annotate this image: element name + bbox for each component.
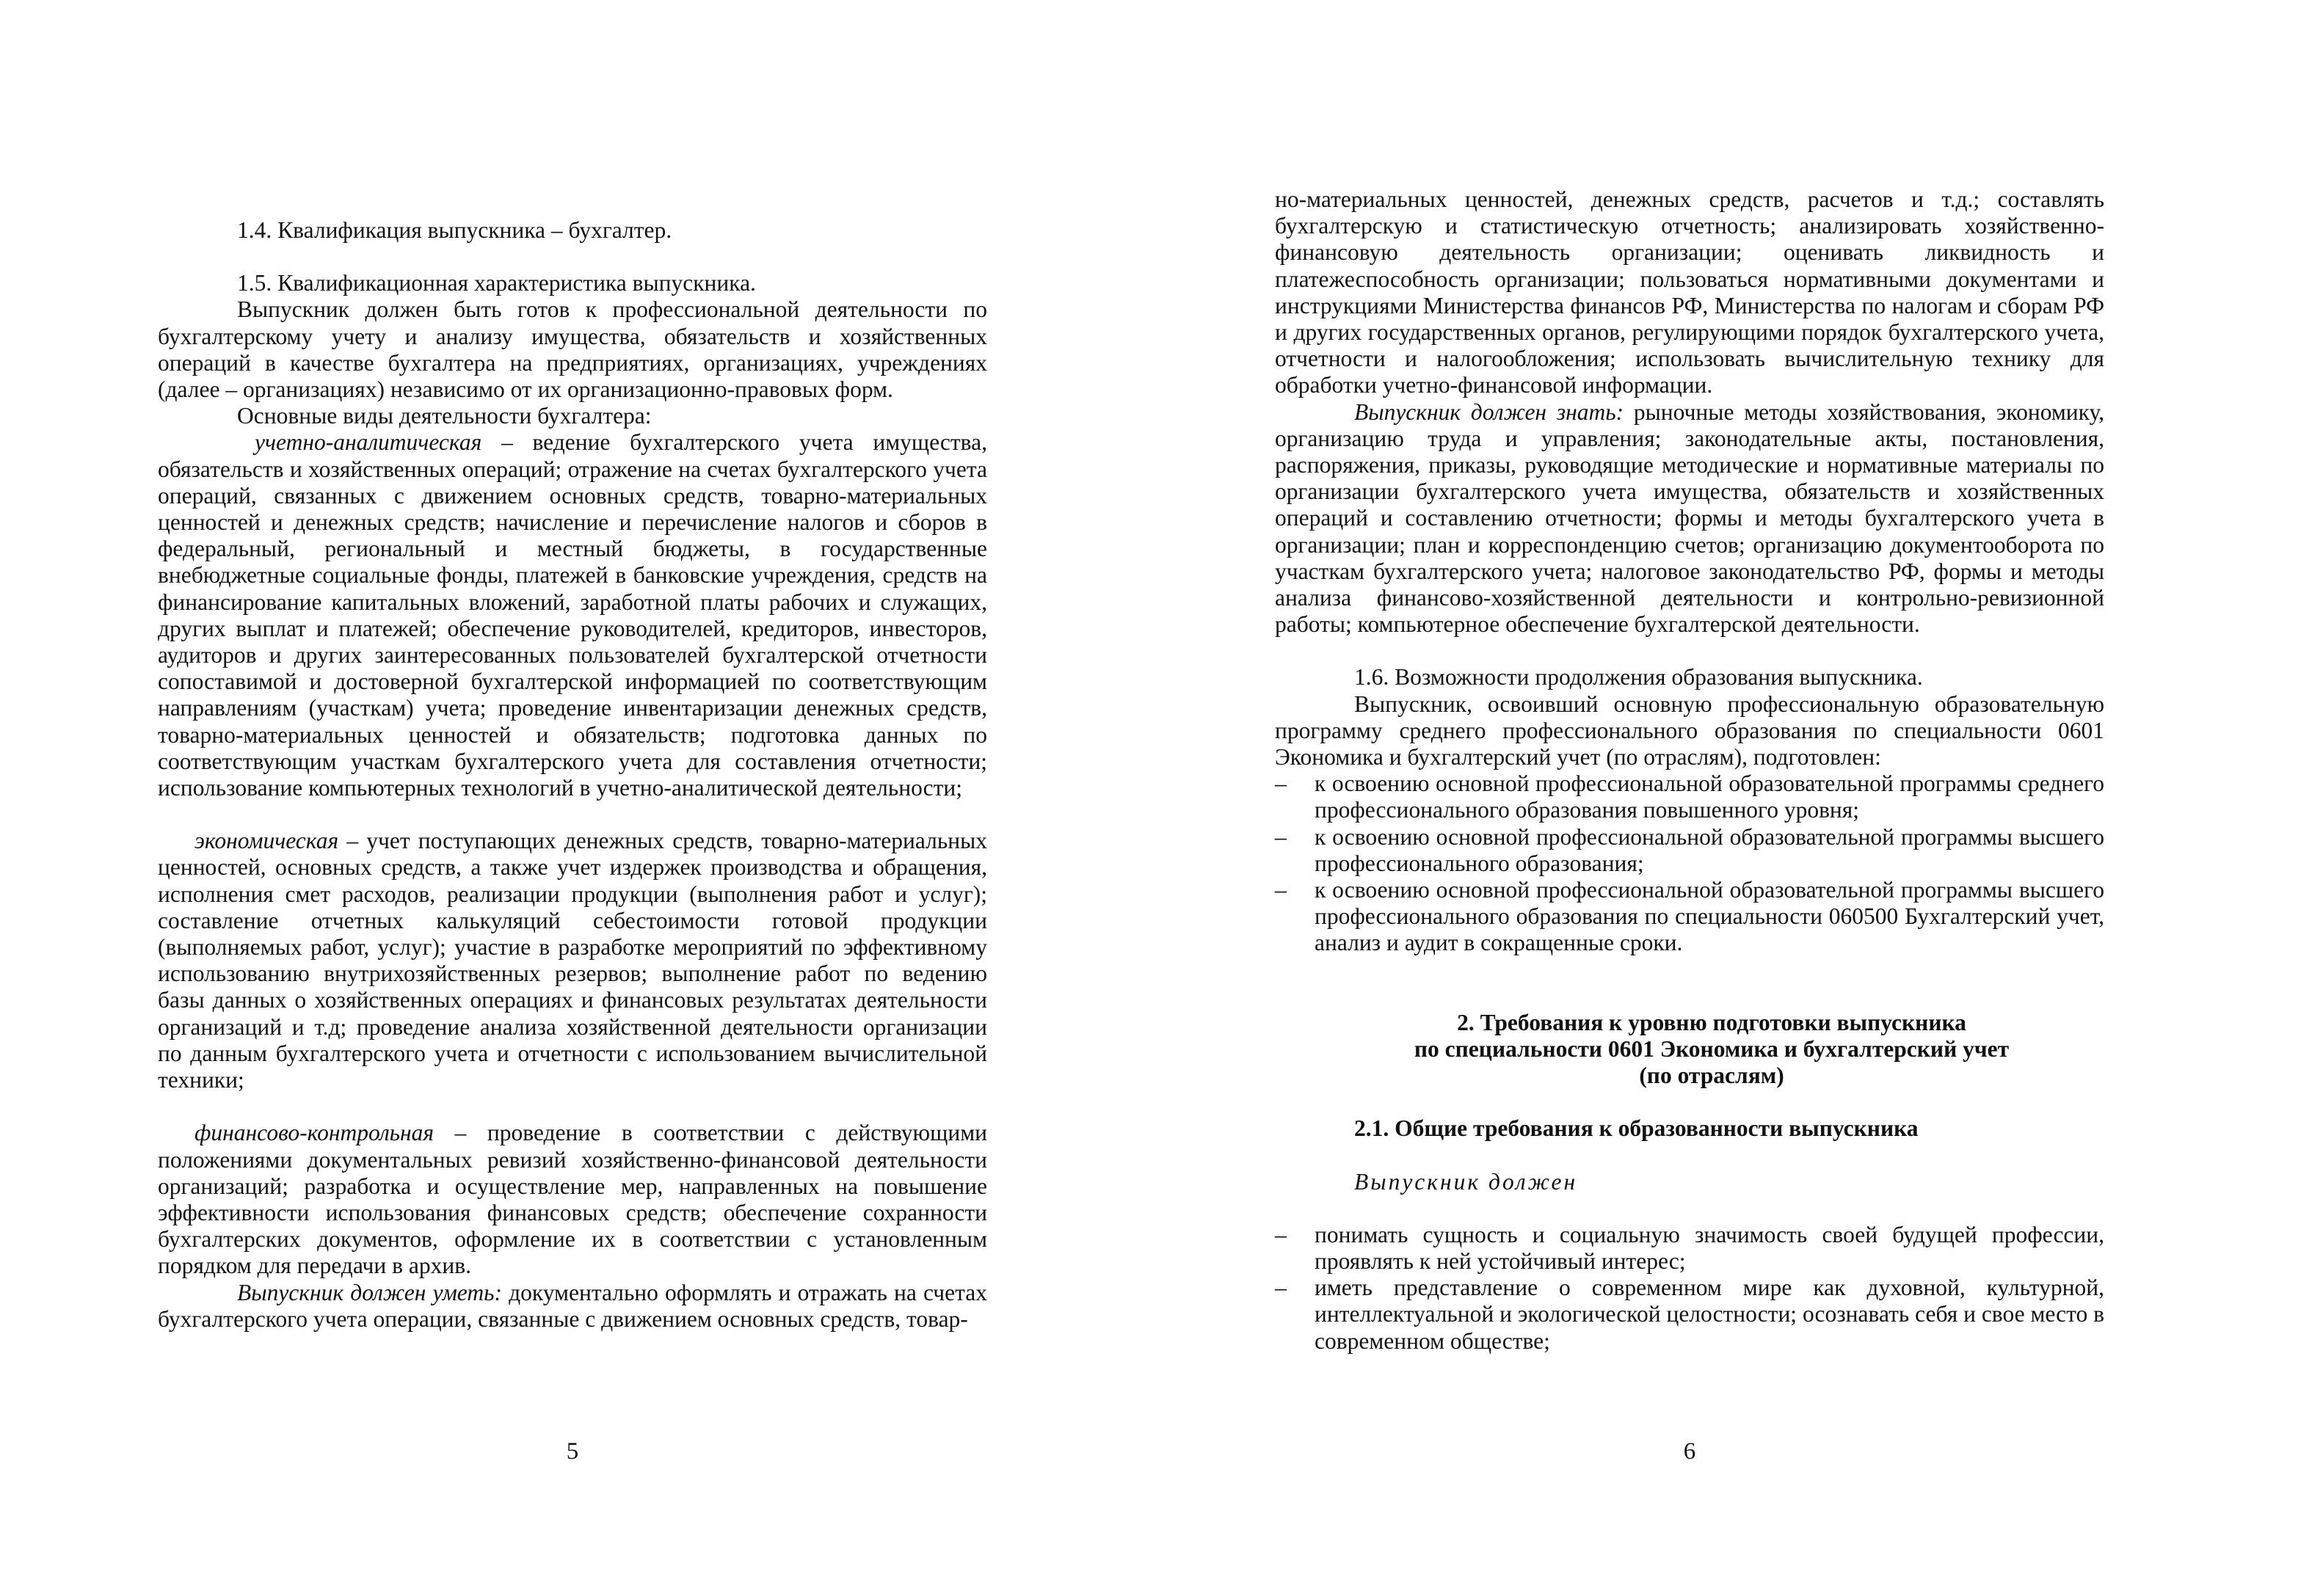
graduate-must-heading: Выпускник должен — [1354, 1168, 1578, 1195]
accounting-analytical-text: – ведение бухгалтерского учета имущества, обязательств и хозяйственных операций; отражение на счетах бухгалтерского учета операций, связанных с движением основных средств, товарно-материальных ценностей и денежных средств; начисление и перечисление налогов и сборов в федеральный, региональный и местный бюджеты, в государственные внебюджетные социальные фонды, платежей в банковские учреждения, средств на финансирование капитальных вложений, заработной платы рабочих и служащих, других выплат и платежей; обеспечение руководителей, кредиторов, инвесторов, аудиторов и других заинтересованных пользователей бухгалтерской отчетности сопоставимой и достоверной бухгалтерской информацией по соответствующим направлениям (участкам) учета; проведение инвентаризации денежных средств, товарно-материальных ценностей и обязательств; подготовка данных по соответствующим участкам бухгалтерского учета для составления отчетности; использование компьютерных технологий в учетно-аналитической деятельности; — [158, 429, 987, 801]
dash-bullet-icon: – — [1275, 1221, 1287, 1247]
list-item: – иметь представление о современном мире как духовной, культурной, интеллектуальной и экологической целостности; осознавать себя и свое место в современном обществе; — [1275, 1275, 2104, 1354]
graduate-can-text: документально оформлять и отражать на счетах бухгалтерского учета операции, связанные с движением основных средств, товар- — [158, 1279, 987, 1332]
activity-kinds-intro: Основные виды деятельности бухгалтера: — [237, 403, 652, 429]
section-2-1-heading: 2.1. Общие требования к образованности выпускника — [1354, 1115, 1919, 1142]
left-page-text — [158, 0, 987, 1333]
accounting-analytical-paragraph — [158, 429, 987, 801]
section-1-6-heading: 1.6. Возможности продолжения образования выпускника. — [1354, 664, 1923, 690]
list-item: – понимать сущность и социальную значимость своей будущей профессии, проявлять к ней устойчивый интерес; — [1275, 1221, 2104, 1274]
economic-paragraph — [158, 828, 987, 1093]
economic-text: – учет поступающих денежных средств, товарно-материальных ценностей, основных средств, а также учет издержек производства и обращения, исполнения смет расходов, реализации продукции (выполнения работ и услуг); составление отчетных калькуляций себестоимости готовой продукции (выполняемых работ, услуг); участие в разработке мероприятий по эффективному использованию внутрихозяйственных резервов; выполнение работ по ведению базы данных о хозяйственных операциях и финансовых результатах деятельности организаций и т.д; проведение анализа хозяйственной деятельности организации по данным бухгалтерского учета и отчетности с использованием вычислительной техники; — [158, 828, 987, 1093]
right-page — [1275, 0, 2104, 1596]
graduate-know-paragraph — [1275, 399, 2104, 638]
accounting-analytical-term: учетно-аналитическая — [255, 429, 482, 456]
graduate-readiness-paragraph: Выпускник должен быть готов к профессиональной деятельности по бухгалтерскому учету и анализу имущества, обязательств и хозяйственных операций в качестве бухгалтера на предприятиях, организациях, учреждениях (далее – организациях) независимо от их организационно-правовых форм. — [158, 296, 987, 403]
graduate-can-continuation: но-материальных ценностей, денежных средств, расчетов и т.д.; составлять бухгалтерскую и статистическую отчетность; анализировать хозяйственно-финансовую деятельность организации; оценивать ликвидность и платежеспособность организации; пользоваться нормативными документами и инструкциями Министерства финансов РФ, Министерства по налогам и сборам РФ и других государственных органов, регулирующими порядок бухгалтерского учета, отчетности и налогообложения; использовать вычислительную технику для обработки учетно-финансовой информации. — [1275, 186, 2104, 398]
graduate-know-text: рыночные методы хозяйствования, экономику, организацию труда и управления; законодательные акты, постановления, распоряжения, приказы, руководящие методические и нормативные материалы по организации бухгалтерского учета имущества, обязательств и хозяйственных операций и составлению отчетности; формы и методы бухгалтерского учета в организации; план и корреспонденцию счетов; организацию документооборота по участкам бухгалтерского учета; налоговое законодательство РФ, формы и методы анализа финансово-хозяйственной деятельности и контрольно-ревизионной работы; компьютерное обеспечение бухгалтерской деятельности. — [1275, 398, 2104, 638]
list-item: – к освоению основной профессиональной образовательной программы среднего профессионального образования повышенного уровня; — [1275, 770, 2104, 823]
must-list — [1275, 1222, 2104, 1355]
list-item: – к освоению основной профессиональной образовательной программы высшего профессионального образования; — [1275, 823, 2104, 876]
financial-control-term: финансово-контрольная — [195, 1120, 435, 1146]
dash-bullet-icon: – — [1275, 823, 1287, 850]
dash-bullet-icon: – — [1275, 1275, 1287, 1301]
section-1-4: 1.4. Квалификация выпускника – бухгалтер. — [237, 217, 672, 243]
financial-control-text: – проведение в соответствии с действующими положениями документальных ревизий хозяйственно-финансовой деятельности организаций; разработка и осуществление мер, направленных на повышение эффективности использования финансовых средств; обеспечение сохранности бухгалтерских документов, оформление их в соответствии с установленным порядком для передачи в архив. — [158, 1120, 987, 1279]
graduate-can-term: Выпускник должен уметь: — [237, 1279, 502, 1305]
list-item: – к освоению основной профессиональной образовательной программы высшего профессионального образования по специальности 060500 Бухгалтерский учет, анализ и аудит в сокращенные сроки. — [1275, 877, 2104, 956]
page-number-right: 6 — [1683, 1438, 1696, 1465]
financial-control-paragraph — [158, 1120, 987, 1279]
section-2-heading: 2. Требования к уровню подготовки выпускника по специальности 0601 Экономика и бухгалтерский учет (по отраслям) — [1414, 1009, 2010, 1089]
page-number-left: 5 — [566, 1438, 579, 1465]
graduate-can-paragraph — [158, 1280, 987, 1333]
economic-term: экономическая — [195, 828, 339, 854]
graduate-prepared-paragraph: Выпускник, освоивший основную профессиональную образовательную программу среднего профессионального образования по специальности 0601 Экономика и бухгалтерский учет (по отраслям), подготовлен: — [1275, 690, 2104, 770]
left-page — [158, 0, 987, 1596]
graduate-know-term: Выпускник должен знать: — [1354, 398, 1624, 425]
right-page-text — [1275, 0, 2104, 1355]
dash-bullet-icon: – — [1275, 877, 1287, 903]
prepared-list — [1275, 770, 2104, 956]
dash-bullet-icon: – — [1275, 770, 1287, 797]
section-1-5-heading: 1.5. Квалификационная характеристика выпускника. — [237, 270, 756, 296]
